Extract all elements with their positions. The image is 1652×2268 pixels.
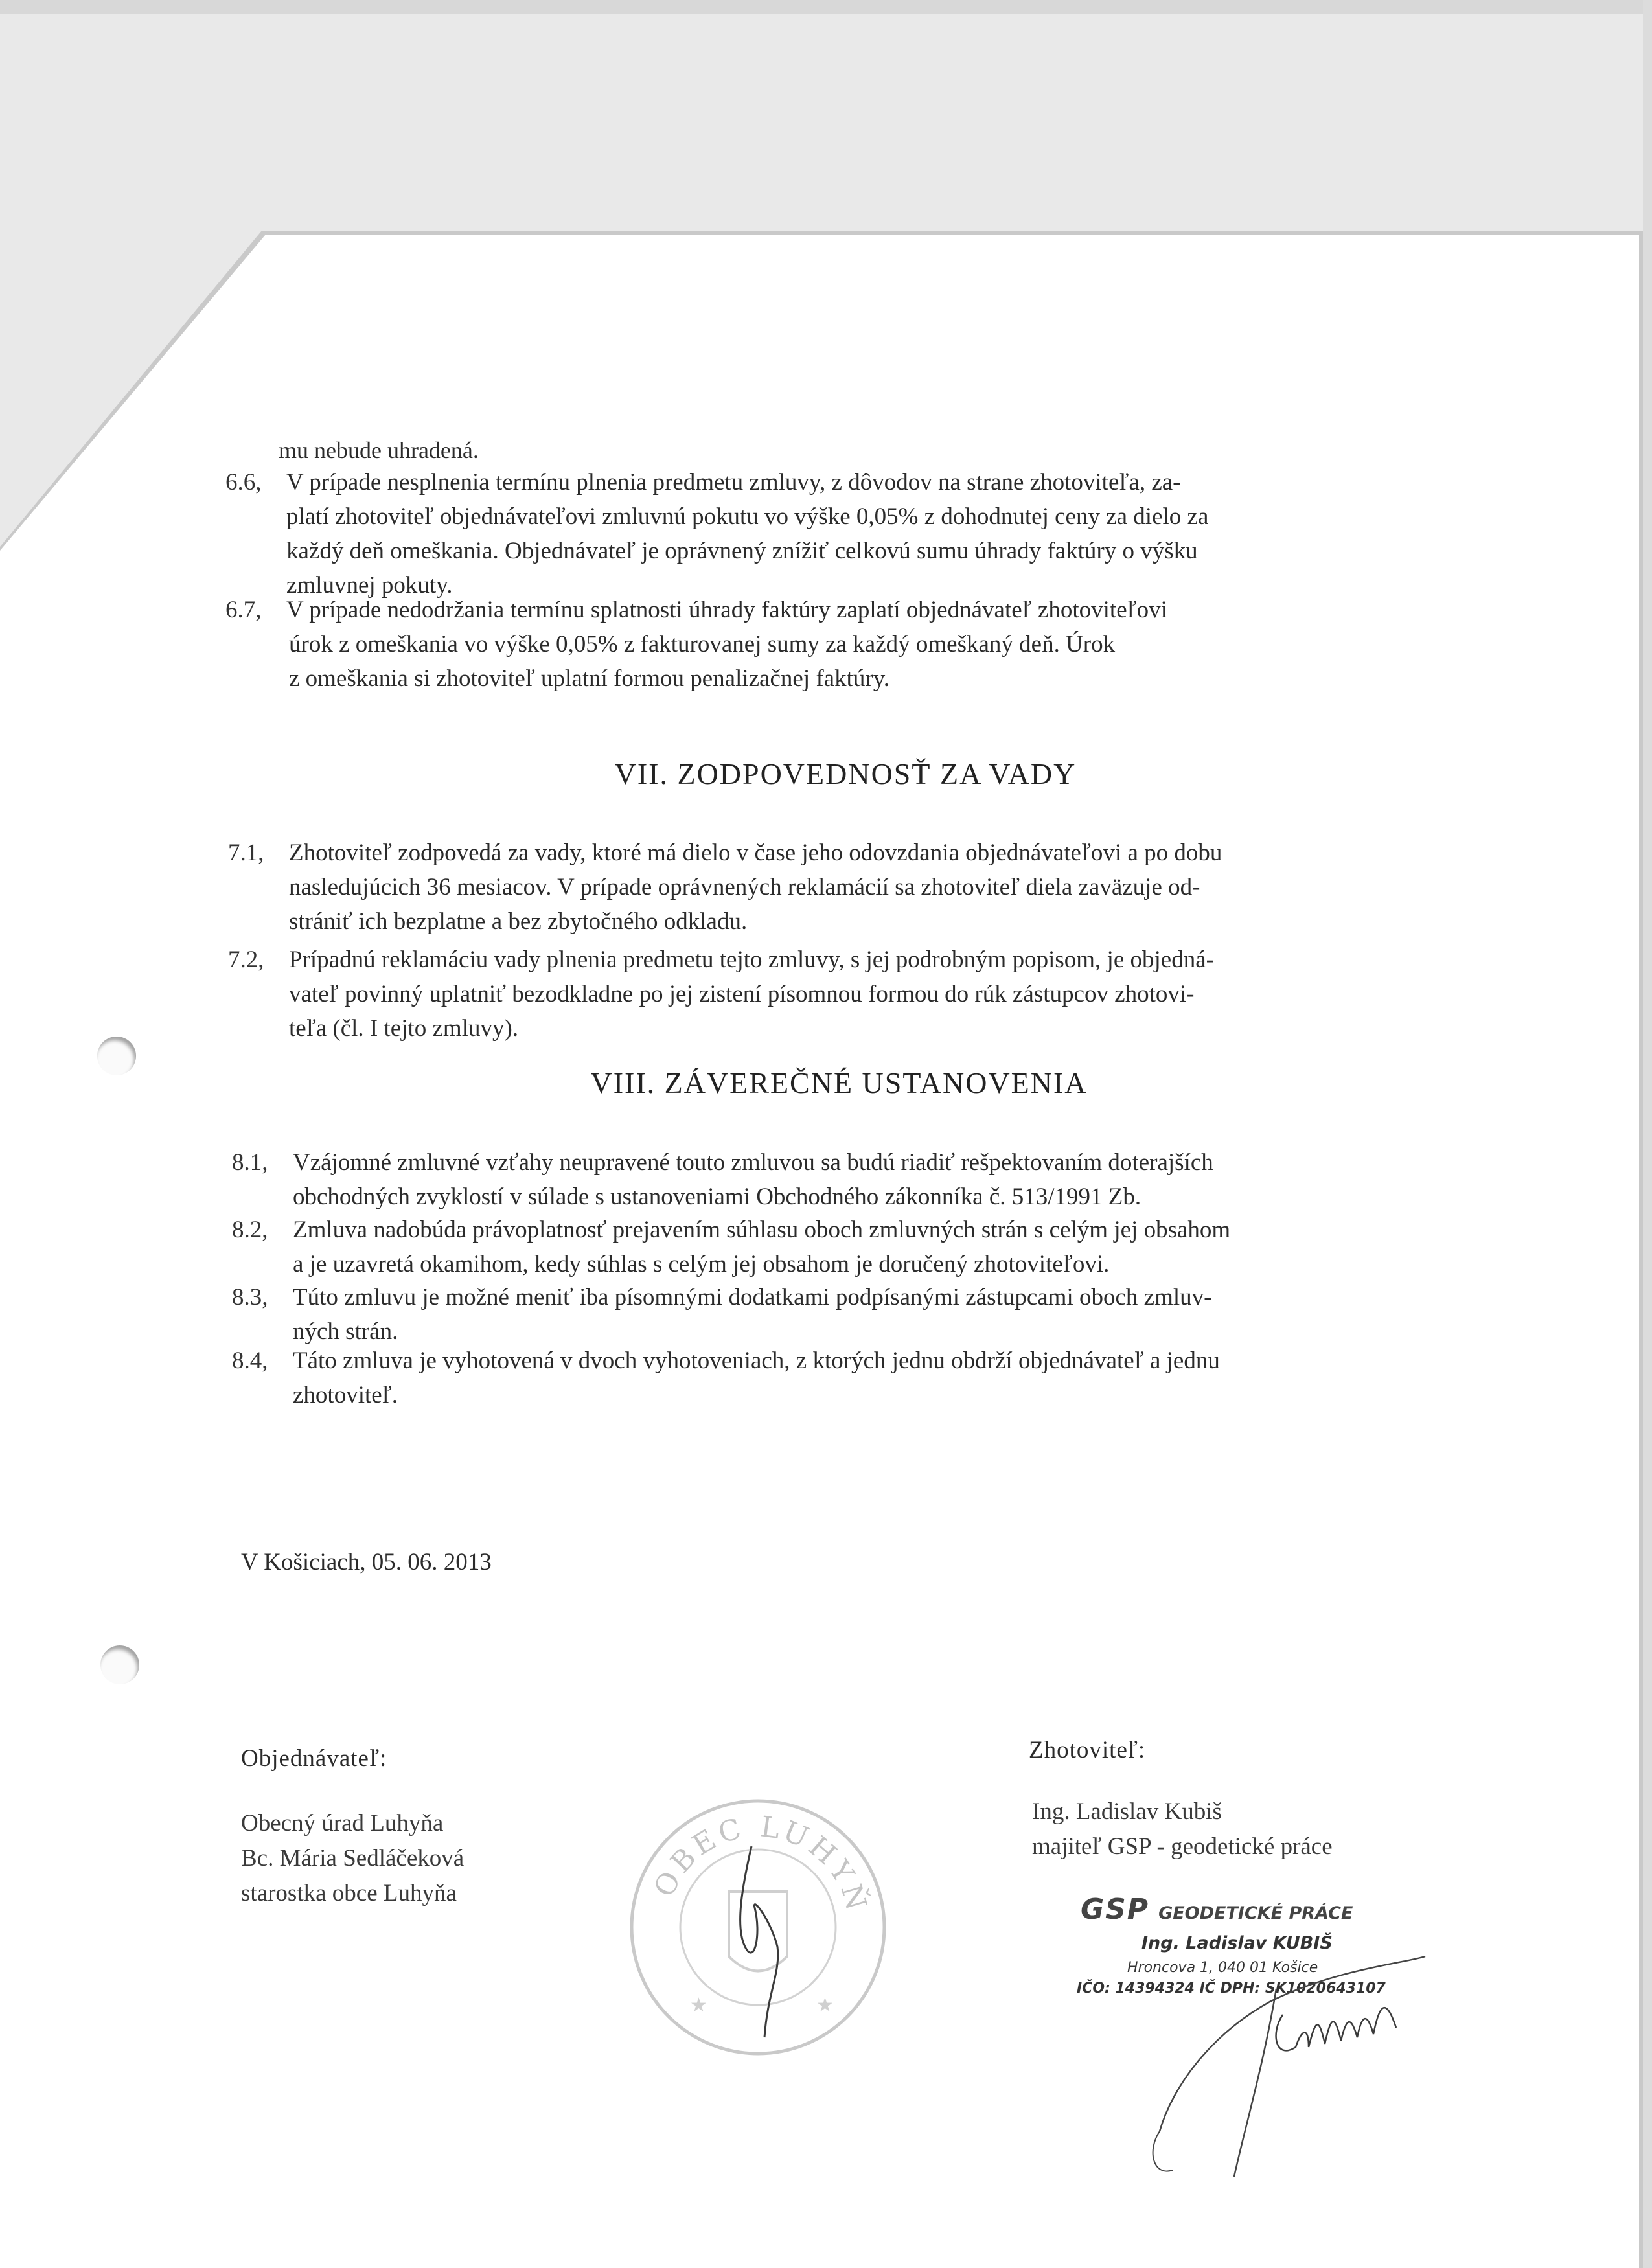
clause-line: ných strán. (293, 1318, 398, 1345)
orderer-line: starostka obce Luhyňa (241, 1880, 457, 1907)
company-stamp (1081, 1893, 1353, 1926)
contractor-line: majiteľ GSP - geodetické práce (1032, 1833, 1333, 1860)
section-heading-vii: VII. ZODPOVEDNOSŤ ZA VADY (614, 757, 1077, 790)
continuation-text: mu nebude uhradená. (279, 437, 479, 463)
orderer-line: Bc. Mária Sedláčeková (241, 1845, 465, 1872)
clause-line: zhotoviteľ. (293, 1382, 398, 1408)
clause-line: každý deň omeškania. Objednávateľ je oprávnený znížiť celkovú sumu úhrady faktúry o výšku (286, 538, 1198, 564)
clause-line: V prípade nedodržania termínu splatnosti úhrady faktúry zaplatí objednávateľ zhotoviteľovi (286, 597, 1167, 623)
clause-number: 7.1, (228, 840, 264, 866)
clause-number: 6.6, (225, 469, 262, 496)
company-logo: GSP (1081, 1893, 1150, 1926)
contractor-signature (1101, 1937, 1464, 2190)
clause-text (293, 1213, 1459, 1281)
clause-line: Zmluva nadobúda právoplatnosť prejavením súhlasu oboch zmluvných strán s celým jej obsahom (293, 1217, 1231, 1243)
clause-line: obchodných zvyklostí v súlade s ustanoveniami Obchodného zákonníka č. 513/1991 Zb. (293, 1184, 1141, 1210)
clause-number: 8.1, (232, 1149, 268, 1176)
clause-line: strániť ich bezplatne a bez zbytočného odkladu. (289, 908, 748, 935)
clause-text (286, 465, 1452, 602)
clause-text (293, 1280, 1459, 1349)
clause-text (289, 836, 1455, 939)
clause-number: 7.2, (228, 946, 264, 973)
clause-line: Vzájomné zmluvné vzťahy neupravené touto zmluvou sa budú riadiť rešpektovaním doterajších (293, 1149, 1213, 1176)
clause-line: zmluvnej pokuty. (286, 572, 453, 599)
clause-line: Túto zmluvu je možné meniť iba písomnými dodatkami podpísanými zástupcami oboch zmluv- (293, 1284, 1212, 1311)
clause-text (293, 1344, 1459, 1412)
clause-line: Táto zmluva je vyhotovená v dvoch vyhotoveniach, z ktorých jednu obdrží objednávateľ a jednu (293, 1347, 1220, 1374)
clause-text (293, 1145, 1459, 1214)
stamp-address: Hroncova 1, 040 01 Košice (1127, 1960, 1318, 1976)
clause-line: Prípadnú reklamáciu vady plnenia predmetu tejto zmluvy, s jej podrobným popisom, je objedná- (289, 946, 1214, 973)
scanner-background (0, 0, 1652, 14)
official-seal (622, 1778, 894, 2076)
seal-graphic (622, 1778, 894, 2076)
seal-text: OBEC LUHYŇ (647, 1810, 874, 1918)
clause-line: Zhotoviteľ zodpovedá za vady, ktoré má dielo v čase jeho odovzdania objednávateľovi a po dobu (289, 840, 1222, 866)
clause-line: platí zhotoviteľ objednávateľovi zmluvnú pokutu vo výške 0,05% z dohodnutej ceny za dielo za (286, 503, 1209, 530)
clause-text (289, 943, 1455, 1046)
clause-line: V prípade nesplnenia termínu plnenia predmetu zmluvy, z dôvodov na strane zhotoviteľa, za- (286, 469, 1181, 496)
clause-number: 8.4, (232, 1347, 268, 1374)
company-subtitle: GEODETICKÉ PRÁCE (1158, 1903, 1353, 1923)
contractor-title: Zhotoviteľ: (1029, 1737, 1146, 1763)
clause-line: nasledujúcich 36 mesiacov. V prípade oprávnených reklamácií sa zhotoviteľ diela zaväzuje od- (289, 874, 1200, 900)
clause-number: 8.3, (232, 1284, 268, 1311)
clause-number: 6.7, (225, 597, 262, 623)
clause-line: teľa (čl. I tejto zmluvy). (289, 1015, 519, 1042)
clause-line: a je uzavretá okamihom, kedy súhlas s celým jej obsahom je doručený zhotoviteľovi. (293, 1251, 1110, 1277)
clause-text (286, 593, 1452, 696)
clause-line: z omeškania si zhotoviteľ uplatní formou penalizačnej faktúry. (289, 665, 890, 692)
orderer-title: Objednávateľ: (241, 1745, 387, 1772)
clause-line: vateľ povinný uplatniť bezodkladne po jej zistení písomnou formou do rúk zástupcov zhotovi- (289, 981, 1195, 1007)
contractor-line: Ing. Ladislav Kubiš (1032, 1798, 1222, 1825)
stamp-name: Ing. Ladislav KUBIŠ (1141, 1933, 1333, 1953)
svg-text:★: ★ (816, 1995, 834, 2016)
place-and-date: V Košiciach, 05. 06. 2013 (241, 1549, 492, 1575)
scanner-edge (1643, 0, 1652, 2268)
svg-text:★: ★ (690, 1995, 707, 2016)
orderer-line: Obecný úrad Luhyňa (241, 1810, 444, 1837)
stamp-ids: IČO: 14394324 IČ DPH: SK1020643107 (1077, 1980, 1386, 1997)
section-heading-viii: VIII. ZÁVEREČNÉ USTANOVENIA (590, 1066, 1088, 1099)
clause-line: úrok z omeškania vo výške 0,05% z fakturovanej sumy za každý omeškaný deň. Úrok (289, 631, 1116, 658)
clause-number: 8.2, (232, 1217, 268, 1243)
punch-hole (100, 1645, 139, 1684)
